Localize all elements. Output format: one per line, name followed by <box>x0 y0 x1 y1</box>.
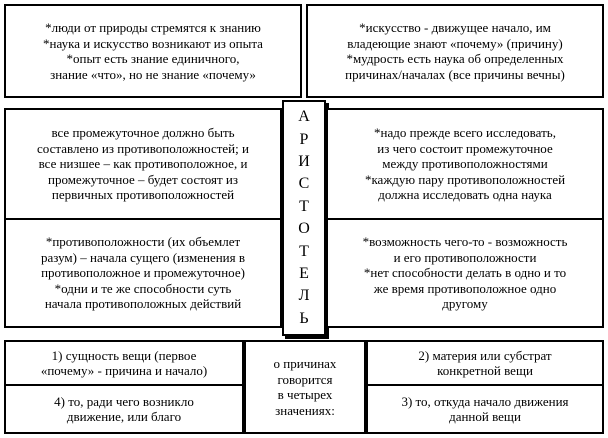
mid-left-bottom-line: противоположное и промежуточное) <box>41 265 245 281</box>
top-left-line: *опыт есть знание единичного, <box>66 51 240 66</box>
cause-2-line: конкретной вещи <box>437 363 533 378</box>
mid-left-top-line: составлено из противоположностей; и <box>37 140 249 156</box>
title-letter: Е <box>299 264 309 282</box>
causes-center-line: говорится <box>277 371 333 387</box>
cause-2-line: 2) материя или субстрат <box>418 347 552 363</box>
mid-left-top-line: первичных противоположностей <box>51 187 235 203</box>
cause-4-line: движение, или благо <box>66 409 182 424</box>
mid-left-bottom-line: *противоположности (их объемлет <box>45 234 241 250</box>
title-letter: Ь <box>299 309 309 327</box>
title-letter: Л <box>298 287 310 305</box>
top-right-line: причинах/началах (все причины вечны) <box>345 66 565 82</box>
mid-right-bottom-line: *нет способности делать в одно и то <box>363 265 567 281</box>
title-letter: И <box>298 152 310 170</box>
top-left-line: знание «что», но не знание «почему» <box>50 66 256 82</box>
top-left-line: *наука и искусство возникают из опыта <box>43 35 263 51</box>
cause-3-box <box>366 384 604 434</box>
mid-left-bottom-box <box>4 218 282 328</box>
aristotle-vertical-title <box>282 100 326 336</box>
mid-left-bottom-line: *одни и те же способности суть <box>54 280 232 296</box>
title-letter: С <box>298 175 310 193</box>
mid-right-bottom-line: *возможность чего-то - возможность <box>362 234 568 250</box>
mid-left-bottom-line: начала противоположных действий <box>44 296 242 312</box>
causes-center-line: в четырех <box>277 387 333 402</box>
top-right-line: владеющие знают «почему» (причину) <box>347 35 563 51</box>
mid-right-top-line: между противоположностями <box>382 156 548 172</box>
cause-1-box <box>4 340 244 386</box>
title-letter: Р <box>299 130 309 148</box>
top-right-box <box>306 4 604 98</box>
top-left-box <box>4 4 302 98</box>
causes-center-line: о причинах <box>273 356 337 371</box>
cause-1-line: «почему» - причина и начало) <box>40 363 208 378</box>
cause-1-line: 1) сущность вещи (первое <box>51 347 197 363</box>
title-letter: Т <box>299 197 309 215</box>
mid-right-top-line: из чего состоит промежуточное <box>377 140 553 156</box>
cause-2-box <box>366 340 604 386</box>
mid-right-top-line: *каждую пару противоположностей <box>364 171 566 187</box>
cause-4-box <box>4 384 244 434</box>
causes-center-line: значениях: <box>275 402 335 418</box>
mid-right-bottom-line: же время противоположное одно <box>373 280 557 296</box>
cause-4-line: 4) то, ради чего возникло <box>54 393 194 409</box>
causes-center-box <box>244 340 366 434</box>
mid-left-top-box <box>4 108 282 220</box>
mid-right-bottom-line: и его противоположности <box>393 249 537 265</box>
mid-right-top-line: должна исследовать одна наука <box>378 187 552 203</box>
mid-right-top-box <box>326 108 604 220</box>
mid-left-top-line: все промежуточное должно быть <box>51 125 235 141</box>
cause-3-line: данной вещи <box>449 409 521 424</box>
cause-3-line: 3) то, откуда начало движения <box>401 393 569 409</box>
top-right-line: *мудрость есть наука об определенных <box>346 51 564 66</box>
mid-right-bottom-line: другому <box>442 296 488 312</box>
mid-right-bottom-box <box>326 218 604 328</box>
mid-right-top-line: *надо прежде всего исследовать, <box>374 125 556 141</box>
mid-left-top-line: промежуточное – будет состоят из <box>47 171 239 187</box>
mid-left-bottom-line: разум) – начала сущего (изменения в <box>40 249 246 265</box>
top-right-line: *искусство - движущее начало, им <box>359 20 551 35</box>
title-letter: А <box>298 108 310 126</box>
top-left-line: *люди от природы стремятся к знанию <box>45 20 261 35</box>
mid-left-top-line: все низшее – как противоположное, и <box>38 156 248 172</box>
title-letter: Т <box>299 242 309 260</box>
title-letter: О <box>298 220 310 238</box>
